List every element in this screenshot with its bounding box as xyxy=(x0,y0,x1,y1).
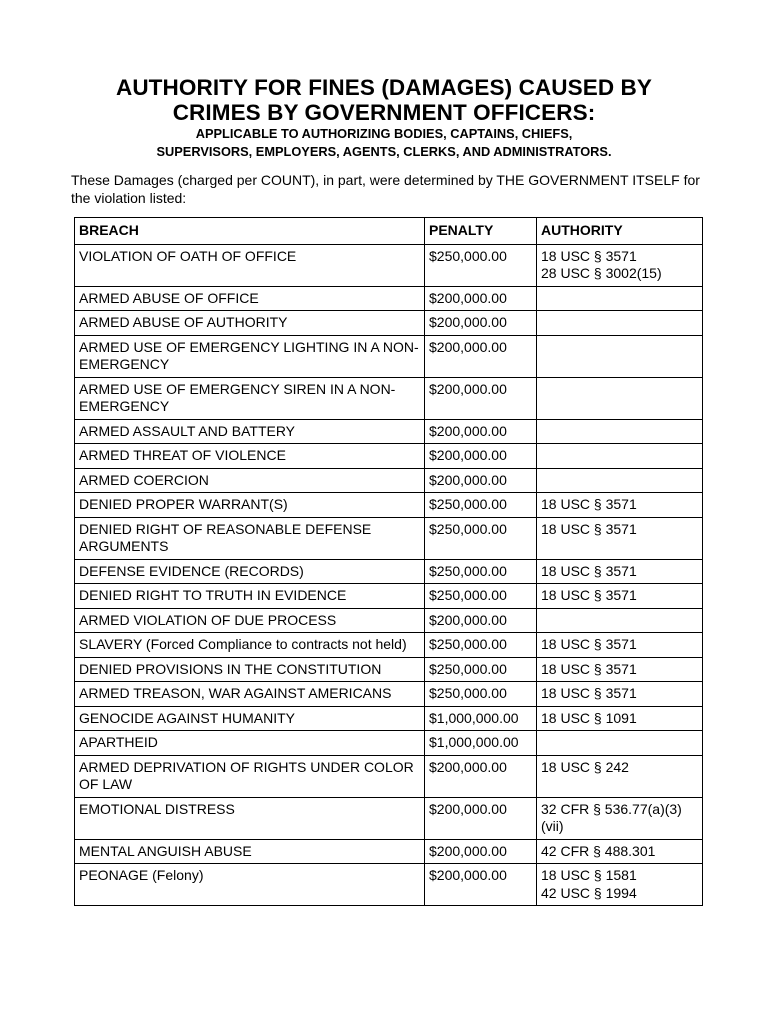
table-row xyxy=(75,608,703,633)
authority-cell xyxy=(537,493,703,518)
breach-cell: ARMED DEPRIVATION OF RIGHTS UNDER COLOR OF LAW xyxy=(75,755,425,797)
authority-cell xyxy=(537,468,703,493)
breach-cell: MENTAL ANGUISH ABUSE xyxy=(75,839,425,864)
authority-citation: 18 USC § 1581 xyxy=(541,867,637,883)
authority-cell xyxy=(537,755,703,797)
document-title-line-1: AUTHORITY FOR FINES (DAMAGES) CAUSED BY xyxy=(115,75,652,100)
authority-cell xyxy=(537,682,703,707)
breach-cell: DENIED RIGHT TO TRUTH IN EVIDENCE xyxy=(75,584,425,609)
table-row xyxy=(75,419,703,444)
breach-cell: DENIED RIGHT OF REASONABLE DEFENSE ARGUMENTS xyxy=(75,517,425,559)
breach-cell: ARMED ASSAULT AND BATTERY xyxy=(75,419,425,444)
penalty-cell: $250,000.00 xyxy=(425,633,537,658)
breach-cell: SLAVERY (Forced Compliance to contracts not held) xyxy=(75,633,425,658)
header-authority: AUTHORITY xyxy=(537,218,703,245)
authority-cell xyxy=(537,839,703,864)
authority-citation: 18 USC § 3571 xyxy=(541,496,637,512)
authority-citation: 32 CFR § 536.77(a)(3)(vii) xyxy=(541,800,682,834)
penalty-cell: $200,000.00 xyxy=(425,797,537,839)
authority-cell xyxy=(537,286,703,311)
authority-cell xyxy=(537,706,703,731)
breach-cell: ARMED ABUSE OF AUTHORITY xyxy=(75,311,425,336)
table-row xyxy=(75,377,703,419)
authority-citation: 18 USC § 3571 xyxy=(541,660,637,677)
header-penalty: PENALTY xyxy=(425,218,537,245)
authority-cell xyxy=(537,559,703,584)
breach-cell: PEONAGE (Felony) xyxy=(75,864,425,906)
penalty-cell: $200,000.00 xyxy=(425,864,537,906)
table-row xyxy=(75,559,703,584)
penalty-cell: $200,000.00 xyxy=(425,419,537,444)
breach-cell: ARMED ABUSE OF OFFICE xyxy=(75,286,425,311)
penalty-cell: $1,000,000.00 xyxy=(425,731,537,756)
penalty-cell: $200,000.00 xyxy=(425,755,537,797)
table-row xyxy=(75,633,703,658)
table-row xyxy=(75,244,703,286)
authority-cell xyxy=(537,797,703,839)
document-subtitle-line-1: APPLICABLE TO AUTHORIZING BODIES, CAPTAINS, CHIEFS, xyxy=(195,126,573,141)
penalty-cell: $200,000.00 xyxy=(425,286,537,311)
breach-cell: ARMED THREAT OF VIOLENCE xyxy=(75,444,425,469)
header-breach: BREACH xyxy=(75,218,425,245)
authority-cell xyxy=(537,377,703,419)
breach-cell: VIOLATION OF OATH OF OFFICE xyxy=(75,244,425,286)
document-subtitle-line-2: SUPERVISORS, EMPLOYERS, AGENTS, CLERKS, AND ADMINISTRATORS. xyxy=(156,144,612,159)
authority-cell xyxy=(537,657,703,682)
penalty-cell: $250,000.00 xyxy=(425,244,537,286)
authority-cell xyxy=(537,335,703,377)
table-row xyxy=(75,335,703,377)
authority-cell xyxy=(537,311,703,336)
penalty-cell: $1,000,000.00 xyxy=(425,706,537,731)
penalty-cell: $200,000.00 xyxy=(425,608,537,633)
authority-citation: 18 USC § 3571 xyxy=(541,636,637,652)
fines-table xyxy=(74,217,703,906)
penalty-cell: $200,000.00 xyxy=(425,377,537,419)
authority-cell xyxy=(537,731,703,756)
breach-cell: ARMED USE OF EMERGENCY SIREN IN A NON-EMERGENCY xyxy=(75,377,425,419)
authority-citation: 28 USC § 3002(15) xyxy=(541,265,662,281)
table-row xyxy=(75,311,703,336)
breach-cell: ARMED COERCION xyxy=(75,468,425,493)
intro-paragraph: These Damages (charged per COUNT), in part, were determined by THE GOVERNMENT ITSELF for the violation listed: xyxy=(71,172,700,206)
penalty-cell: $250,000.00 xyxy=(425,517,537,559)
penalty-cell: $250,000.00 xyxy=(425,682,537,707)
authority-cell xyxy=(537,608,703,633)
authority-citation: 42 CFR § 488.301 xyxy=(541,842,656,859)
authority-cell xyxy=(537,633,703,658)
authority-citation: 18 USC § 3571 xyxy=(541,562,637,579)
table-row xyxy=(75,682,703,707)
table-row xyxy=(75,797,703,839)
penalty-cell: $200,000.00 xyxy=(425,468,537,493)
breach-cell: ARMED USE OF EMERGENCY LIGHTING IN A NON-EMERGENCY xyxy=(75,335,425,377)
penalty-cell: $250,000.00 xyxy=(425,493,537,518)
table-header-row xyxy=(75,218,703,245)
table-row xyxy=(75,584,703,609)
authority-citation: 18 USC § 3571 xyxy=(541,520,637,537)
authority-citation: 18 USC § 3571 xyxy=(541,247,637,264)
authority-cell xyxy=(537,244,703,286)
penalty-cell: $250,000.00 xyxy=(425,657,537,682)
authority-citation: 18 USC § 3571 xyxy=(541,685,637,701)
table-row xyxy=(75,468,703,493)
document-title-line-2: CRIMES BY GOVERNMENT OFFICERS: xyxy=(172,100,596,125)
breach-cell: DENIED PROVISIONS IN THE CONSTITUTION xyxy=(75,657,425,682)
breach-cell: ARMED TREASON, WAR AGAINST AMERICANS xyxy=(75,682,425,707)
authority-citation: 18 USC § 1091 xyxy=(541,709,637,726)
authority-cell xyxy=(537,444,703,469)
penalty-cell: $200,000.00 xyxy=(425,311,537,336)
authority-cell xyxy=(537,864,703,906)
table-row xyxy=(75,731,703,756)
authority-cell xyxy=(537,419,703,444)
penalty-cell: $250,000.00 xyxy=(425,559,537,584)
table-row xyxy=(75,839,703,864)
table-row xyxy=(75,755,703,797)
authority-citation: 42 USC § 1994 xyxy=(541,884,637,901)
table-row xyxy=(75,706,703,731)
penalty-cell: $200,000.00 xyxy=(425,335,537,377)
table-row xyxy=(75,493,703,518)
table-row xyxy=(75,286,703,311)
breach-cell: EMOTIONAL DISTRESS xyxy=(75,797,425,839)
penalty-cell: $200,000.00 xyxy=(425,839,537,864)
penalty-cell: $200,000.00 xyxy=(425,444,537,469)
authority-citation: 18 USC § 3571 xyxy=(541,587,637,603)
breach-cell: ARMED VIOLATION OF DUE PROCESS xyxy=(75,608,425,633)
breach-cell: APARTHEID xyxy=(75,731,425,756)
breach-cell: DENIED PROPER WARRANT(S) xyxy=(75,493,425,518)
authority-cell xyxy=(537,517,703,559)
table-row xyxy=(75,864,703,906)
table-row xyxy=(75,444,703,469)
table-row xyxy=(75,517,703,559)
authority-cell xyxy=(537,584,703,609)
penalty-cell: $250,000.00 xyxy=(425,584,537,609)
fines-table-body xyxy=(75,244,703,906)
breach-cell: DEFENSE EVIDENCE (RECORDS) xyxy=(75,559,425,584)
table-row xyxy=(75,657,703,682)
authority-citation: 18 USC § 242 xyxy=(541,758,629,775)
breach-cell: GENOCIDE AGAINST HUMANITY xyxy=(75,706,425,731)
